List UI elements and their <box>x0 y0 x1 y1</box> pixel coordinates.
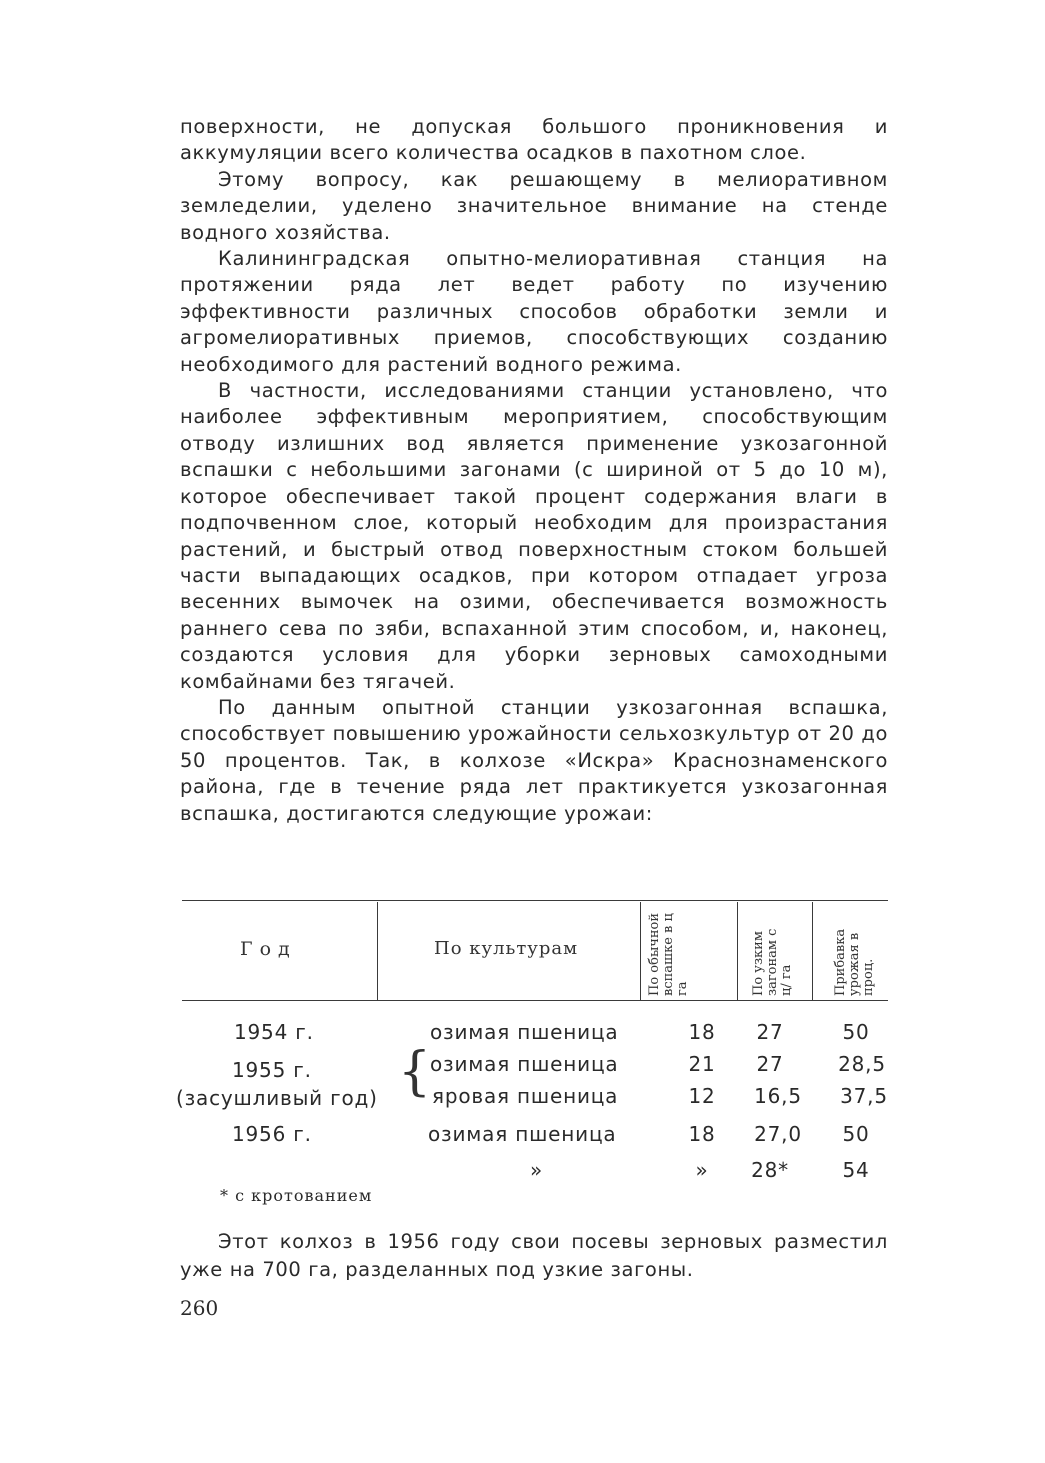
cell-ordinary: 12 <box>688 1084 716 1108</box>
header-year: Год <box>240 938 297 960</box>
cell-year: 1955 г. <box>232 1058 312 1082</box>
cell-ordinary: 18 <box>688 1122 716 1146</box>
table-top-rule <box>182 900 888 901</box>
header-increase: Прибавка урожая в проц. <box>833 928 876 996</box>
body-text <box>180 114 888 827</box>
paragraph-5: По данным опытной станции узкозагонная вспашка, способствует повышению урожайности сельхозкультур от 20 до 50 процентов. Так, в колхозе «Искра» Краснознаменского района, где в течение ряда лет практикуется узкозагонная вспашка, достигаются следующие урожаи: <box>180 695 888 825</box>
cell-increase: 28,5 <box>838 1052 886 1076</box>
table-divider <box>737 902 738 1000</box>
cell-narrow: 27 <box>756 1052 784 1076</box>
cell-year: 1954 г. <box>234 1020 314 1044</box>
header-ordinary: По обычной вспашке в ц га <box>647 912 690 996</box>
cell-narrow: 28* <box>751 1158 789 1182</box>
page-number: 260 <box>180 1296 219 1320</box>
cell-crop: озимая пшеница <box>430 1052 619 1076</box>
header-narrow: По узким загонам с ц/ га <box>751 928 794 996</box>
table-footnote: * с кротованием <box>220 1186 373 1205</box>
paragraph-2: Этому вопросу, как решающему в мелиоративном земледелии, уделено значительное внимание на стенде водного хозяйства. <box>180 167 888 244</box>
table-divider <box>640 902 641 1000</box>
cell-crop: озимая пшеница <box>428 1122 617 1146</box>
cell-ordinary: 18 <box>688 1020 716 1044</box>
closing-paragraph: Этот колхоз в 1956 году свои посевы зерновых разместил уже на 700 га, разделанных под узкие загоны. <box>180 1230 888 1281</box>
table-divider <box>812 902 813 1000</box>
cell-increase: 50 <box>842 1122 870 1146</box>
cell-crop: озимая пшеница <box>430 1020 619 1044</box>
cell-year: 1956 г. <box>232 1122 312 1146</box>
header-crop: По культурам <box>434 938 579 959</box>
cell-increase: 37,5 <box>840 1084 888 1108</box>
cell-increase: 54 <box>842 1158 870 1182</box>
closing-text <box>180 1228 888 1284</box>
cell-ordinary: » <box>695 1158 709 1182</box>
cell-ordinary: 21 <box>688 1052 716 1076</box>
cell-crop: яровая пшеница <box>432 1084 619 1108</box>
table-header-rule <box>182 1000 888 1001</box>
cell-year: (засушливый год) <box>176 1086 378 1110</box>
cell-crop: » <box>530 1158 544 1182</box>
paragraph-4: В частности, исследованиями станции установлено, что наиболее эффективным мероприятием, способствующим отводу излишних вод является применение узкозагонной вспашки с небольшими загонами (с шириной от 5 до 10 м), которое обеспечивает такой процент содержания влаги в подпочвенном слое, который необходим для произрастания растений, и быстрый отвод поверхностным стоком большей части выпадающих осадков, при котором отпадает угроза весенних вымочек на озими, обеспечивается возможность раннего сева по зяби, вспаханной этим способом, и, наконец, создаются условия для уборки зерновых самоходными комбайнами без тягачей. <box>180 379 888 693</box>
cell-narrow: 16,5 <box>754 1084 802 1108</box>
cell-narrow: 27,0 <box>754 1122 802 1146</box>
table-divider <box>377 902 378 1000</box>
paragraph-3: Калининградская опытно-мелиоративная станция на протяжении ряда лет ведет работу по изучению эффективности различных способов обработки земли и агромелиоративных приемов, способствующих созданию необходимого для растений водного режима. <box>180 247 888 376</box>
cell-narrow: 27 <box>756 1020 784 1044</box>
cell-increase: 50 <box>842 1020 870 1044</box>
brace: { <box>398 1042 432 1102</box>
paragraph-1: поверхности, не допуская большого проникновения и аккумуляции всего количества осадков в пахотном слое. <box>180 115 888 165</box>
